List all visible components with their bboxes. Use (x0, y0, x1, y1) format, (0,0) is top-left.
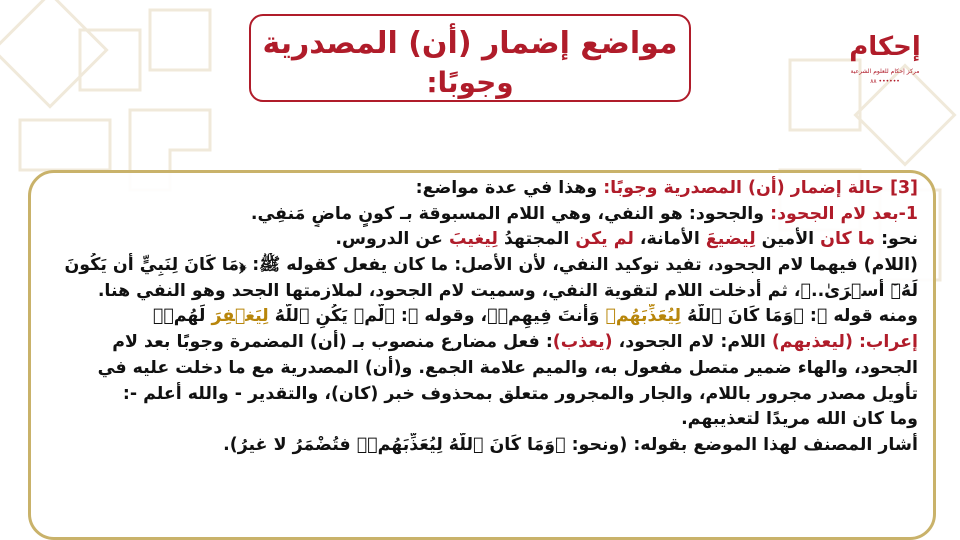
paragraph-line-3 (40, 227, 918, 253)
text-run: : فعل مضارع منصوب بـ (أن) المضمرة وجوبًا بعد لام (112, 332, 553, 353)
paragraph-line-4: (اللام) فيهما لام الجحود، تفيد توكيد النفي، لأن الأصل: ما كان يفعل كقوله ﷺ: ﴿مَا كَانَ لِنَبِيٍّ أَن يَكُونَ (64, 255, 918, 276)
paragraph-line-11: أشار المصنف لهذا الموضع بقوله: (ونحو: ﴿وَمَا كَانَ ٱللَّهُ لِيُعَذِّبَهُمۡ﴾ فتُضْمَرُ لا غيرُ). (223, 434, 918, 455)
highlighted-word: ما كان (820, 229, 876, 250)
verse-highlight: لِيُعَذِّبَهُمۡ (605, 306, 682, 327)
logo-subtitle: مركز إحكام للعلوم الشرعية (850, 68, 920, 75)
paragraph-line-10: وما كان الله مريدًا لتعذيبهم. (681, 409, 918, 430)
logo (848, 30, 922, 94)
subheading: 1-بعد لام الجحود: (770, 203, 918, 224)
paragraph-line-2 (40, 202, 918, 228)
paragraph-line-6 (40, 304, 918, 330)
paragraph-line-9: تأويل مصدر مجرور باللام، والجار والمجرور متعلق بمحذوف خبر (كان)، والتقدير - والله أعلم -: (122, 383, 918, 404)
title-box (249, 14, 691, 102)
page-title-continued: وجوبًا: (426, 66, 514, 99)
text-run: ومنه قوله ﷺ: ﴿وَمَا كَانَ ٱللَّهُ (681, 306, 918, 327)
paragraph-line-5: لَهُۥٓ أَسۡرَىٰ..﴾، ثم أدخلت اللام لتقوية النفي، وسميت لام الجحود، لملازمتها الجحد وهو النفي هنا. (97, 280, 918, 301)
paragraph-line-7 (40, 330, 918, 356)
highlighted-word: لِيضيعَ (705, 229, 756, 250)
text-run: والجحود: هو النفي، وهي اللام المسبوقة بـ كونٍ ماضٍ مَنفِي. (250, 203, 771, 224)
text-run: وهذا في عدة مواضع: (415, 178, 604, 198)
subheading: إعراب: (ليعذبهم) (771, 332, 918, 353)
text-run: اللام: لام الجحود، (612, 332, 772, 353)
highlighted-word: (يعذب) (552, 332, 613, 353)
text-run: وَأَنتَ فِيهِمۡ﴾، وقوله ﷺ: ﴿لَّمۡ يَكُنِ ٱللَّهُ (268, 306, 606, 327)
section-heading: [3] حالة إضمار (أن) المصدرية وجوبًا: (603, 178, 918, 198)
page-title: مواضع إضمار (أن) المصدرية (262, 26, 678, 61)
text-run: نحو: (875, 229, 918, 250)
paragraph-line-8: الجحود، والهاء ضمير متصل مفعول به، والميم علامة الجمع. و(أن) المصدرية مع ما دخلت عليه في (97, 357, 918, 378)
highlighted-word: لم يكن (575, 229, 634, 250)
text-run: عن الدروس. (335, 229, 449, 250)
text-run: المجتهدُ (497, 229, 576, 250)
content-text (40, 176, 918, 459)
logo-mark: إحكام (849, 32, 921, 62)
text-run: لَهُمۡ﴾ (152, 306, 212, 327)
highlighted-word: لِيغيبَ (448, 229, 498, 250)
text-run: الأمين (755, 229, 821, 250)
paragraph-line-1 (40, 176, 918, 202)
verse-highlight: لِيَغۡفِرَ (211, 306, 269, 327)
logo-subtitle-2: •••••• ٨٨ (870, 78, 900, 85)
text-run: الأمانة، (633, 229, 706, 250)
